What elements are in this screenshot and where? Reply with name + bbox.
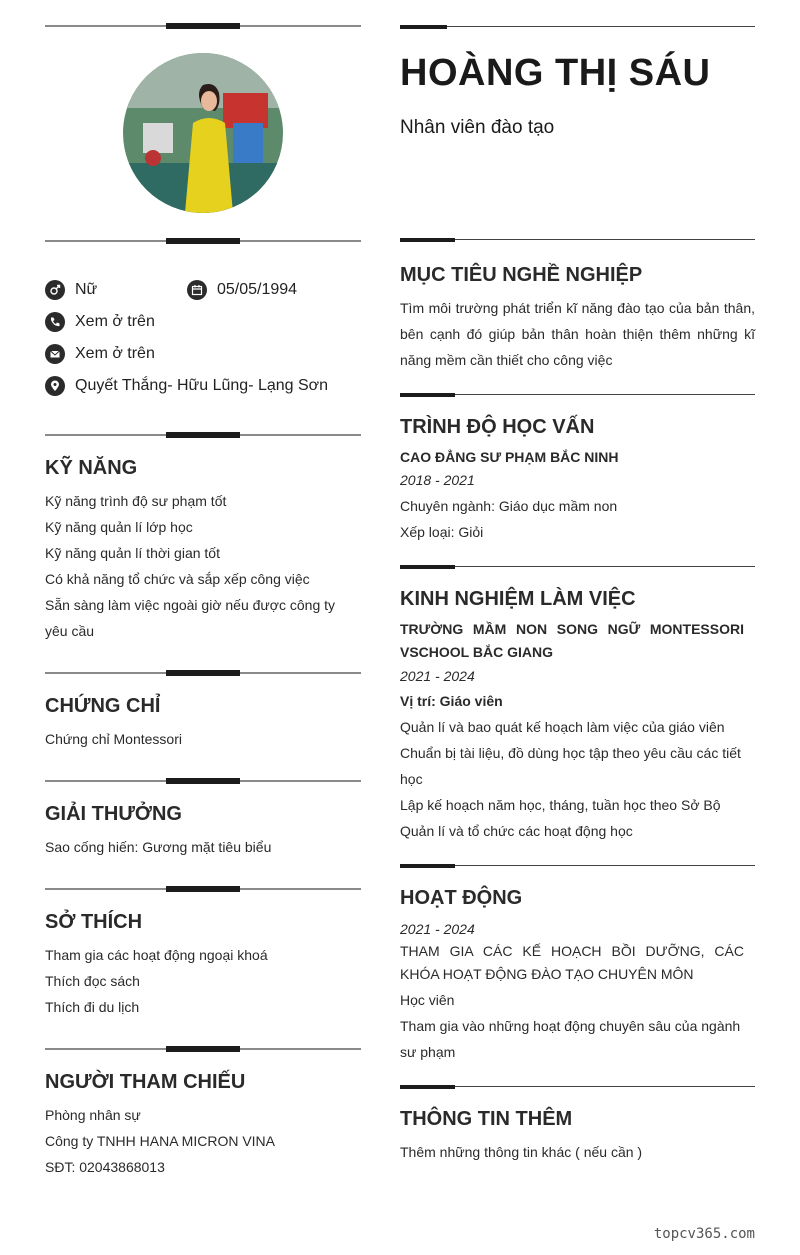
- experience-duty: Lập kế hoạch năm học, tháng, tuần học theo Sở Bộ: [400, 797, 721, 813]
- experience-duty: Quản lí và bao quát kế hoạch làm việc của giáo viên: [400, 719, 725, 735]
- references-title: NGƯỜI THAM CHIẾU: [45, 1071, 246, 1093]
- email-value: Xem ở trên: [75, 345, 155, 362]
- candidate-name: HOÀNG THỊ SÁU: [400, 52, 711, 94]
- skills-title: KỸ NĂNG: [45, 457, 138, 479]
- education-title: TRÌNH ĐỘ HỌC VẤN: [400, 416, 595, 438]
- divider: [400, 1083, 755, 1091]
- calendar-icon: [187, 280, 207, 300]
- profile-photo: [123, 53, 283, 213]
- hobby-item: Tham gia các hoạt động ngoại khoá: [45, 947, 268, 963]
- divider: [45, 777, 361, 785]
- additional-title: THÔNG TIN THÊM: [400, 1108, 573, 1130]
- activities-description: Tham gia vào những hoạt động chuyên sâu của ngành sư phạm: [400, 1018, 741, 1060]
- avatar: [123, 53, 283, 213]
- email-icon: [45, 344, 65, 364]
- education-grade: Xếp loại: Giỏi: [400, 524, 484, 540]
- additional-text: Thêm những thông tin khác ( nếu cần ): [400, 1144, 643, 1160]
- location-icon: [45, 376, 65, 396]
- certificate-item: Chứng chỉ Montessori: [45, 731, 182, 747]
- divider: [400, 862, 755, 870]
- divider: [400, 391, 755, 399]
- awards-title: GIẢI THƯỞNG: [45, 803, 182, 825]
- skill-item: Kỹ năng quản lí lớp học: [45, 519, 193, 535]
- reference-item: Công ty TNHH HANA MICRON VINA: [45, 1133, 276, 1149]
- experience-title: KINH NGHIỆM LÀM VIỆC: [400, 588, 636, 610]
- address-value: Quyết Thắng- Hữu Lũng- Lạng Sơn: [75, 377, 329, 394]
- skill-item: Kỹ năng quản lí thời gian tốt: [45, 545, 220, 561]
- experience-duty: Quản lí và tổ chức các hoạt động học: [400, 823, 633, 839]
- address-row: [45, 376, 328, 396]
- watermark: topcv365.com: [653, 1226, 755, 1242]
- reference-item: Phòng nhân sự: [45, 1107, 141, 1123]
- skill-item: Có khả năng tổ chức và sắp xếp công việc: [45, 571, 310, 587]
- divider: [45, 669, 361, 677]
- divider: [45, 885, 361, 893]
- reference-item: SĐT: 02043868013: [45, 1159, 165, 1175]
- skill-item: Sẵn sàng làm việc ngoài giờ nếu được công ty yêu cầu: [45, 597, 336, 639]
- dob-value: 05/05/1994: [217, 281, 298, 298]
- education-school: CAO ĐẲNG SƯ PHẠM BẮC NINH: [400, 449, 619, 465]
- email-row: [45, 344, 155, 364]
- gender-value: Nữ: [75, 281, 98, 298]
- objective-text: Tìm môi trường phát triển kĩ năng đào tạo của bản thân, bên cạnh đó giúp bản thân hoàn thiện thêm những kĩ năng mềm cần thiết cho công việc: [400, 300, 755, 368]
- divider: [45, 1045, 361, 1053]
- skill-item: Kỹ năng trình độ sư phạm tốt: [45, 493, 227, 509]
- award-item: Sao cống hiến: Gương mặt tiêu biểu: [45, 839, 272, 855]
- divider: [45, 237, 361, 245]
- activities-period: 2021 - 2024: [400, 921, 475, 937]
- experience-company: TRƯỜNG MẦM NON SONG NGỮ MONTESSORI VSCHOOL BẮC GIANG: [400, 621, 744, 660]
- certificates-title: CHỨNG CHỈ: [45, 695, 161, 717]
- hobby-item: Thích đọc sách: [45, 973, 140, 989]
- activities-name: THAM GIA CÁC KẾ HOẠCH BỒI DƯỠNG, CÁC KHÓA HOẠT ĐỘNG ĐÀO TẠO CHUYÊN MÔN: [400, 943, 744, 982]
- experience-duty: Chuẩn bị tài liệu, đồ dùng học tập theo yêu cầu các tiết học: [400, 745, 741, 787]
- hobby-item: Thích đi du lịch: [45, 999, 140, 1015]
- education-major: Chuyên ngành: Giáo dục mầm non: [400, 498, 618, 514]
- divider: [45, 22, 361, 30]
- objective-title: MỤC TIÊU NGHỀ NGHIỆP: [400, 264, 643, 286]
- activities-role: Học viên: [400, 992, 455, 1008]
- phone-value: Xem ở trên: [75, 313, 155, 330]
- gender-row: [45, 280, 97, 300]
- divider: [400, 563, 755, 571]
- divider: [400, 23, 755, 31]
- phone-icon: [45, 312, 65, 332]
- experience-period: 2021 - 2024: [400, 668, 475, 684]
- job-title: Nhân viên đào tạo: [400, 117, 555, 138]
- gender-icon: [45, 280, 65, 300]
- phone-row: [45, 312, 155, 332]
- divider: [400, 236, 755, 244]
- experience-position: Vị trí: Giáo viên: [400, 693, 503, 709]
- activities-title: HOẠT ĐỘNG: [400, 887, 523, 909]
- education-period: 2018 - 2021: [400, 472, 475, 488]
- dob-row: [187, 280, 297, 300]
- hobbies-title: SỞ THÍCH: [45, 911, 143, 933]
- divider: [45, 431, 361, 439]
